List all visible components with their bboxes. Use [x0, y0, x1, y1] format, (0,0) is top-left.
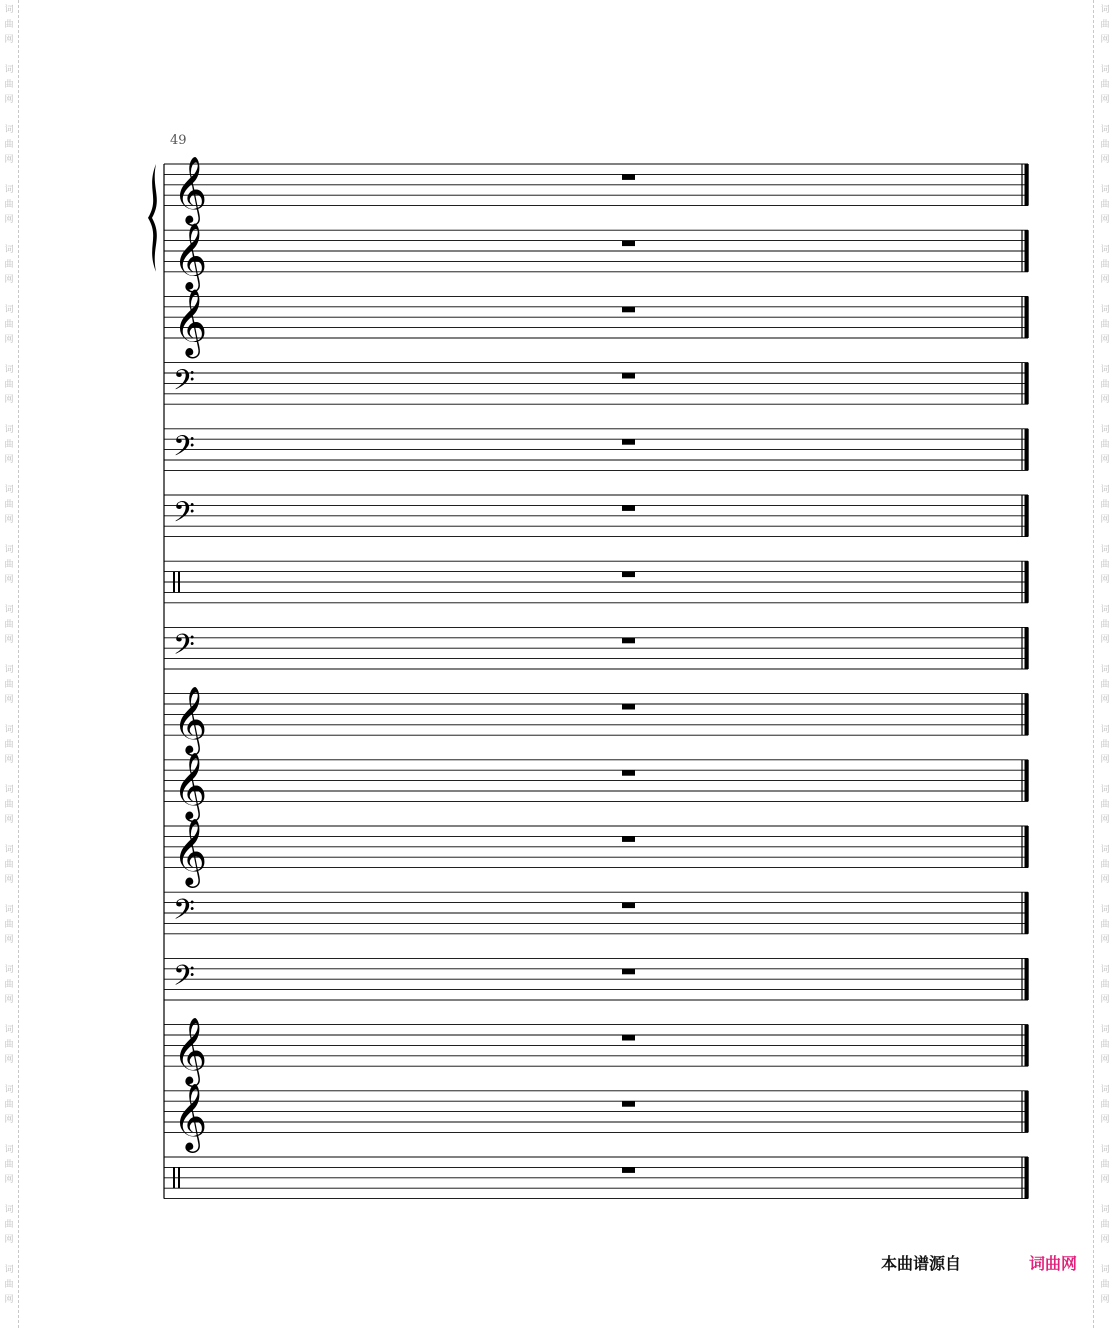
thick-barline: [1025, 561, 1029, 603]
watermark-text: 词 曲 网: [1100, 1265, 1110, 1305]
thick-barline: [1025, 694, 1029, 736]
whole-rest: [622, 704, 635, 710]
watermark-text: 词 曲 网: [4, 425, 14, 465]
treble-clef: 𝄞: [173, 684, 208, 753]
measure-number: 49: [170, 133, 187, 148]
watermark-text: 词 曲 网: [1100, 1205, 1110, 1245]
watermark-text: 词 曲 网: [4, 1025, 14, 1065]
thick-barline: [1025, 892, 1029, 934]
treble-clef: 𝄞: [173, 751, 208, 819]
watermark-text: 词 曲 网: [4, 545, 14, 585]
bass-clef: 𝄢: [173, 496, 195, 537]
whole-rest: [622, 174, 635, 180]
thick-barline: [1025, 429, 1029, 471]
watermark-text: 词 曲 网: [4, 305, 14, 345]
whole-rest: [622, 439, 635, 445]
bass-clef: 𝄢: [173, 363, 195, 404]
percussion-clef-bar: [178, 572, 180, 593]
whole-rest: [622, 307, 635, 313]
percussion-clef-bar: [173, 1167, 175, 1188]
watermark-text: 词 曲 网: [1100, 605, 1110, 645]
watermark-text: 词 曲 网: [4, 65, 14, 105]
treble-clef: 𝄞: [173, 1015, 208, 1084]
watermark-text: 词 曲 网: [4, 1205, 14, 1245]
treble-clef: 𝄞: [173, 1082, 208, 1150]
site-link[interactable]: 词曲网: [1029, 1254, 1078, 1273]
whole-rest: [622, 836, 635, 842]
watermark-text: 词 曲 网: [4, 965, 14, 1005]
thick-barline: [1025, 363, 1029, 405]
treble-clef: 𝄞: [173, 817, 208, 886]
whole-rest: [622, 638, 635, 644]
thick-barline: [1025, 1157, 1029, 1199]
watermark-text: 词 曲 网: [4, 605, 14, 645]
watermark-text: 词 曲 网: [1100, 305, 1110, 345]
whole-rest: [622, 505, 635, 511]
watermark-text: 词 曲 网: [1100, 485, 1110, 525]
thick-barline: [1025, 826, 1029, 868]
whole-rest: [622, 373, 635, 379]
treble-clef: 𝄞: [173, 155, 208, 224]
watermark-text: 词 曲 网: [1100, 725, 1110, 765]
watermark-text: 词 曲 网: [1100, 245, 1110, 285]
thick-barline: [1025, 1025, 1029, 1067]
watermark-text: 词 曲 网: [1100, 365, 1110, 405]
watermark-text: 词 曲 网: [4, 365, 14, 405]
watermark-text: 词 曲 网: [1100, 425, 1110, 465]
watermark-text: 词 曲 网: [1100, 1145, 1110, 1185]
watermark-text: 词 曲 网: [4, 125, 14, 165]
thick-barline: [1025, 760, 1029, 802]
watermark-text: 词 曲 网: [1100, 1085, 1110, 1125]
staff-brace: [148, 164, 157, 272]
watermark-text: 词 曲 网: [1100, 5, 1110, 45]
source-label: 本曲谱源自: [881, 1254, 962, 1273]
whole-rest: [622, 903, 635, 909]
whole-rest: [622, 770, 635, 776]
watermark-text: 词 曲 网: [4, 485, 14, 525]
watermark-text: 词 曲 网: [1100, 1025, 1110, 1065]
treble-clef: 𝄞: [173, 287, 208, 356]
watermark-text: 词 曲 网: [4, 185, 14, 225]
watermark-text: 词 曲 网: [4, 725, 14, 765]
percussion-clef-bar: [178, 1167, 180, 1188]
thick-barline: [1025, 230, 1029, 272]
watermark-text: 词 曲 网: [4, 1145, 14, 1185]
percussion-clef-bar: [173, 572, 175, 593]
thick-barline: [1025, 495, 1029, 537]
thick-barline: [1025, 296, 1029, 338]
watermark-text: 词 曲 网: [1100, 665, 1110, 705]
bass-clef: 𝄢: [173, 430, 195, 470]
watermark-text: 词 曲 网: [4, 245, 14, 285]
watermark-text: 词 曲 网: [4, 1265, 14, 1305]
thick-barline: [1025, 1091, 1029, 1133]
watermark-text: 词 曲 网: [1100, 125, 1110, 165]
thick-barline: [1025, 164, 1029, 206]
watermark-text: 词 曲 网: [4, 5, 14, 45]
watermark-text: 词 曲 网: [1100, 185, 1110, 225]
whole-rest: [622, 1101, 635, 1107]
whole-rest: [622, 1167, 635, 1173]
watermark-text: 词 曲 网: [1100, 545, 1110, 585]
watermark-text: 词 曲 网: [4, 905, 14, 945]
bass-clef: 𝄢: [173, 959, 195, 1000]
whole-rest: [622, 241, 635, 247]
bass-clef: 𝄢: [173, 893, 195, 934]
watermark-text: 词 曲 网: [1100, 965, 1110, 1005]
thick-barline: [1025, 958, 1029, 1000]
treble-clef: 𝄞: [173, 221, 208, 290]
watermark-text: 词 曲 网: [1100, 845, 1110, 885]
whole-rest: [622, 969, 635, 975]
thick-barline: [1025, 627, 1029, 669]
watermark-text: 词 曲 网: [4, 665, 14, 705]
watermark-text: 词 曲 网: [4, 785, 14, 825]
watermark-text: 词 曲 网: [1100, 65, 1110, 105]
watermark-text: 词 曲 网: [1100, 785, 1110, 825]
watermark-text: 词 曲 网: [4, 1085, 14, 1125]
bass-clef: 𝄢: [173, 628, 195, 669]
watermark-text: 词 曲 网: [4, 845, 14, 885]
whole-rest: [622, 1035, 635, 1041]
whole-rest: [622, 572, 635, 578]
watermark-text: 词 曲 网: [1100, 905, 1110, 945]
